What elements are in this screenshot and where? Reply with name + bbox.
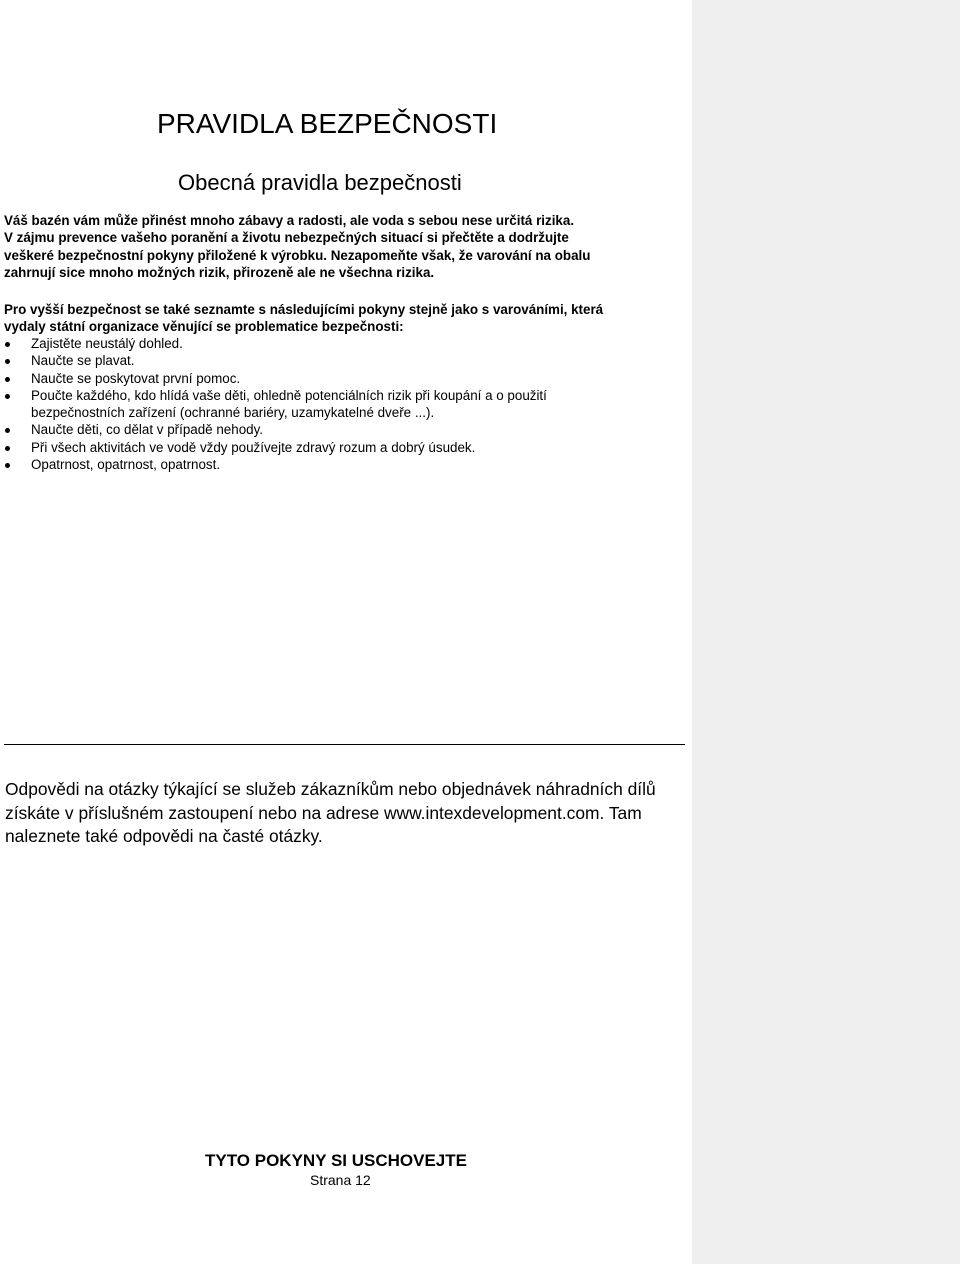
keep-instructions-notice: TYTO POKYNY SI USCHOVEJTE: [205, 1151, 467, 1170]
list-item-text: Naučte se plavat.: [31, 353, 135, 369]
customer-service-paragraph: [5, 778, 689, 849]
section-title: Obecná pravidla bezpečnosti: [178, 170, 462, 195]
bullet-icon: [5, 428, 10, 433]
page-number: Strana 12: [310, 1172, 371, 1188]
list-item: [4, 352, 684, 369]
safety-tips-list: [4, 335, 684, 473]
extra-line: Pro vyšší bezpečnost se také seznamte s následujícími pokyny stejně jako s varováními, která: [4, 302, 604, 317]
bullet-icon: [5, 463, 10, 468]
divider-line: [4, 744, 685, 745]
extra-line: vydaly státní organizace věnující se problematice bezpečnosti:: [4, 319, 404, 335]
extra-safety-paragraph: [4, 301, 684, 336]
bullet-icon: [5, 446, 10, 451]
intro-paragraph: [4, 212, 684, 281]
list-item: [4, 456, 684, 473]
intro-line: Váš bazén vám může přinést mnoho zábavy a radosti, ale voda s sebou nese určitá rizika.: [4, 213, 575, 228]
bullet-icon: [5, 394, 10, 399]
bullet-icon: [5, 377, 10, 382]
list-item: [4, 387, 684, 422]
service-line: naleznete také odpovědi na časté otázky.: [5, 826, 323, 846]
list-item-text: Naučte se poskytovat první pomoc.: [31, 370, 241, 386]
list-item-text: Při všech aktivitách ve vodě vždy používejte zdravý rozum a dobrý úsudek.: [31, 439, 476, 455]
bullet-icon: [5, 359, 10, 364]
service-line: Odpovědi na otázky týkající se služeb zákazníkům nebo objednávek náhradních dílů: [5, 779, 656, 799]
intro-line: veškeré bezpečnostní pokyny přiložené k výrobku. Nezapomeňte však, že varování na obalu: [4, 247, 591, 263]
list-item-text: Zajistěte neustálý dohled.: [31, 336, 183, 351]
service-line: získáte v příslušném zastoupení nebo na adrese www.intexdevelopment.com. Tam: [5, 802, 642, 823]
list-item-text: bezpečnostních zařízení (ochranné bariéry, uzamykatelné dveře ...).: [31, 405, 435, 421]
list-item: [4, 439, 684, 456]
intro-line: zahrnují sice mnoho možných rizik, přirozeně ale ne všechna rizika.: [4, 264, 435, 280]
list-item-text: Opatrnost, opatrnost, opatrnost.: [31, 457, 221, 473]
list-item-text: Poučte každého, kdo hlídá vaše děti, ohledně potenciálních rizik při koupání a o použití: [31, 387, 547, 403]
intro-line: V zájmu prevence vašeho poranění a životu nebezpečných situací si přečtěte a dodržujte: [4, 230, 569, 246]
bullet-icon: [5, 342, 10, 347]
list-item-text: Naučte děti, co dělat v případě nehody.: [31, 422, 264, 438]
list-item: [4, 370, 684, 387]
page-title: PRAVIDLA BEZPEČNOSTI: [157, 108, 498, 139]
list-item: [4, 335, 684, 352]
comment-margin-panel: [692, 0, 960, 1264]
list-item: [4, 421, 684, 438]
